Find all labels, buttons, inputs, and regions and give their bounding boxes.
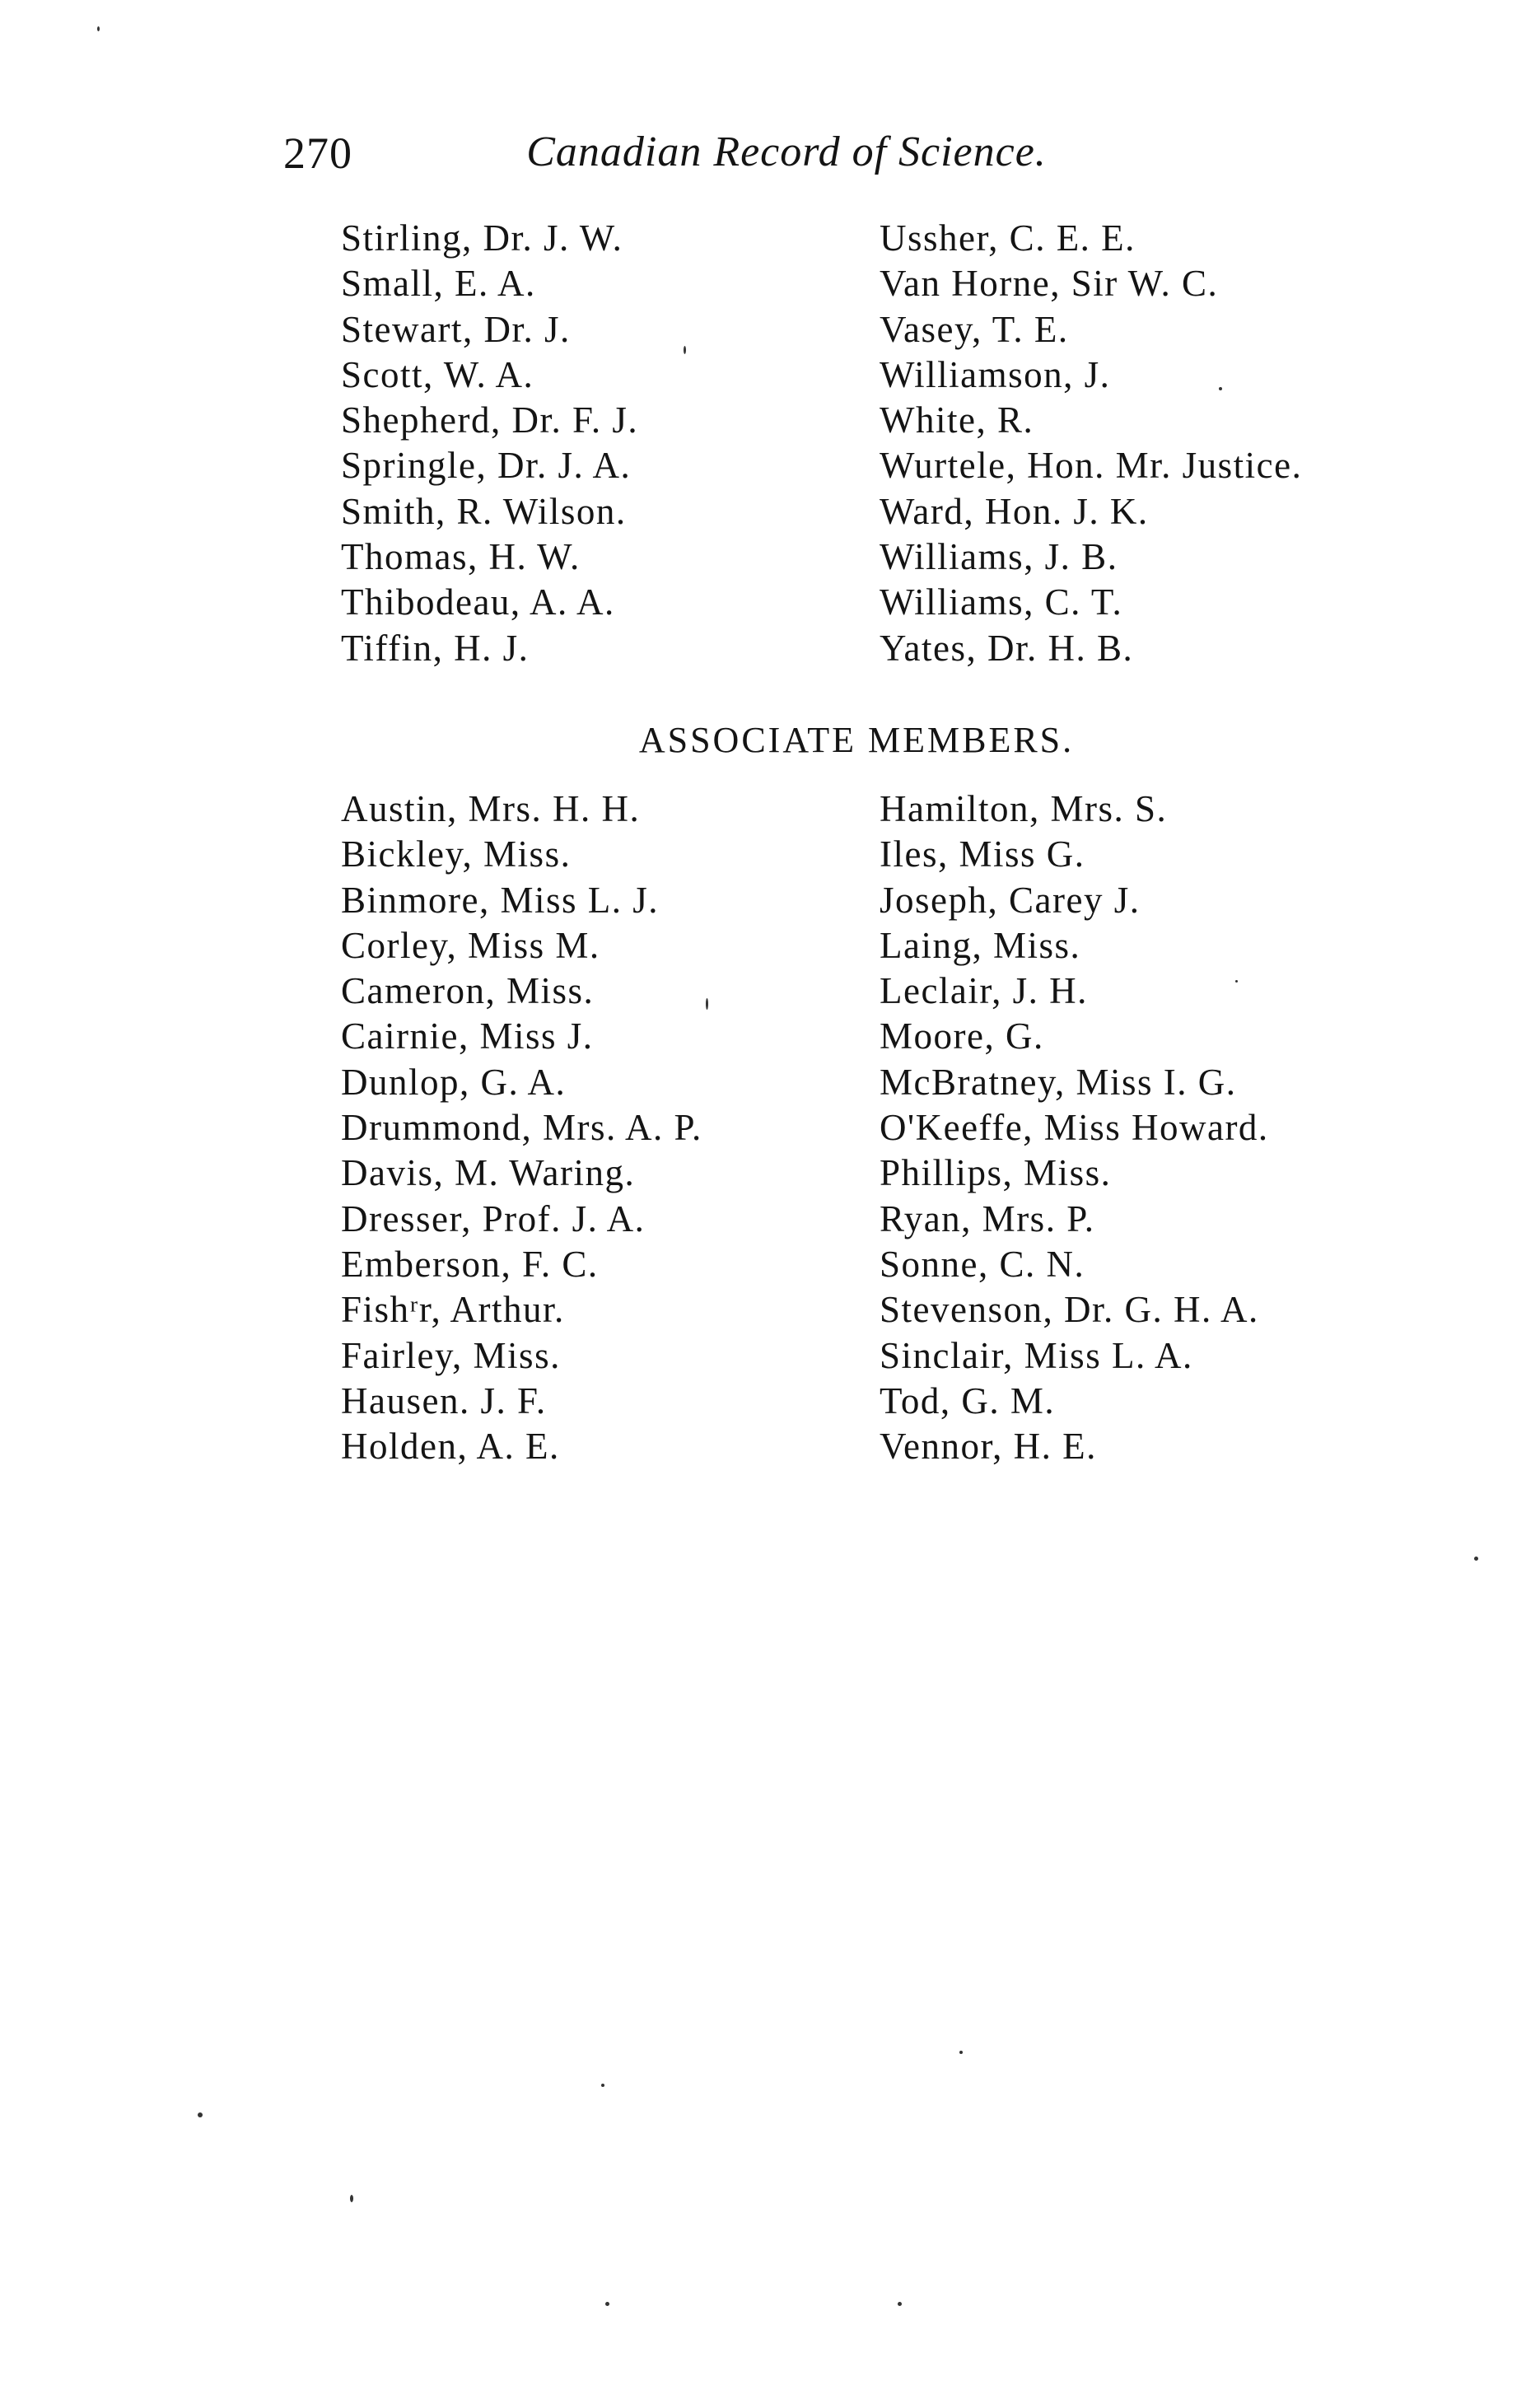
- list-item: Hausen. J. F.: [341, 1379, 547, 1421]
- list-item: Iles, Miss G.: [880, 833, 1085, 875]
- list-item: Sinclair, Miss L. A.: [880, 1334, 1193, 1376]
- list-item: Fairley, Miss.: [341, 1334, 561, 1376]
- list-item: White, R.: [880, 399, 1034, 441]
- associate-members-list-right: [880, 787, 1269, 1469]
- list-item: Small, E. A.: [341, 263, 536, 305]
- scan-speck: [350, 2195, 353, 2202]
- list-item: Davis, M. Waring.: [341, 1152, 636, 1194]
- list-item: Williams, J. B.: [880, 536, 1118, 578]
- list-item: Leclair, J. H.: [880, 970, 1088, 1012]
- associate-members-list-left: [341, 787, 702, 1469]
- list-item: Yates, Dr. H. B.: [880, 627, 1134, 669]
- scan-speck: [601, 2084, 604, 2087]
- scan-speck: [97, 26, 100, 31]
- list-item: Springle, Dr. J. A.: [341, 445, 632, 487]
- list-item: Cameron, Miss.: [341, 970, 595, 1012]
- list-item: Shepherd, Dr. F. J.: [341, 399, 639, 441]
- scan-speck: [706, 998, 708, 1010]
- list-item: Ryan, Mrs. P.: [880, 1197, 1095, 1239]
- list-item: Stewart, Dr. J.: [341, 308, 571, 350]
- list-item: Wurtele, Hon. Mr. Justice.: [880, 445, 1303, 487]
- list-item: Ussher, C. E. E.: [880, 217, 1136, 259]
- scan-speck: [898, 2302, 902, 2306]
- list-item: Phillips, Miss.: [880, 1152, 1112, 1194]
- list-item: Vasey, T. E.: [880, 308, 1069, 350]
- members-list-right: [880, 216, 1302, 671]
- list-item: Fishʳr, Arthur.: [341, 1289, 565, 1331]
- scan-speck: [1235, 980, 1238, 983]
- members-list-left: [341, 216, 638, 671]
- list-item: Hamilton, Mrs. S.: [880, 788, 1168, 829]
- list-item: Tod, G. M.: [880, 1379, 1056, 1421]
- list-item: Sonne, C. N.: [880, 1243, 1085, 1285]
- list-item: Williams, C. T.: [880, 581, 1123, 623]
- list-item: Ward, Hon. J. K.: [880, 490, 1149, 532]
- scan-speck: [1474, 1557, 1478, 1561]
- list-item: Scott, W. A.: [341, 353, 534, 395]
- list-item: Holden, A. E.: [341, 1426, 560, 1468]
- list-item: Drummond, Mrs. A. P.: [341, 1107, 702, 1149]
- list-item: Corley, Miss M.: [341, 924, 600, 966]
- list-item: McBratney, Miss I. G.: [880, 1061, 1237, 1103]
- list-item: Vennor, H. E.: [880, 1426, 1097, 1468]
- list-item: Bickley, Miss.: [341, 833, 572, 875]
- list-item: Laing, Miss.: [880, 924, 1081, 966]
- list-item: Moore, G.: [880, 1015, 1044, 1057]
- list-item: Tiffin, H. J.: [341, 627, 530, 669]
- list-item: Emberson, F. C.: [341, 1243, 599, 1285]
- scan-speck: [198, 2112, 203, 2117]
- list-item: Dunlop, G. A.: [341, 1061, 567, 1103]
- list-item: Williamson, J.: [880, 353, 1111, 395]
- scan-speck: [959, 2051, 963, 2054]
- list-item: O'Keeffe, Miss Howard.: [880, 1107, 1269, 1149]
- list-item: Van Horne, Sir W. C.: [880, 263, 1219, 305]
- list-item: Austin, Mrs. H. H.: [341, 788, 641, 829]
- list-item: Binmore, Miss L. J.: [341, 879, 660, 921]
- list-item: Thibodeau, A. A.: [341, 581, 615, 623]
- list-item: Smith, R. Wilson.: [341, 490, 627, 532]
- page-number: 270: [283, 128, 352, 178]
- list-item: Stevenson, Dr. G. H. A.: [880, 1289, 1259, 1331]
- list-item: Stirling, Dr. J. W.: [341, 217, 623, 259]
- list-item: Thomas, H. W.: [341, 536, 581, 578]
- associate-members-heading: ASSOCIATE MEMBERS.: [638, 720, 1075, 760]
- scan-speck: [605, 2302, 609, 2306]
- running-title: Canadian Record of Science.: [526, 128, 1047, 175]
- scan-speck: [1219, 387, 1222, 390]
- list-item: Cairnie, Miss J.: [341, 1015, 594, 1057]
- list-item: Dresser, Prof. J. A.: [341, 1197, 646, 1239]
- list-item: Joseph, Carey J.: [880, 879, 1141, 921]
- scan-speck: [684, 346, 686, 354]
